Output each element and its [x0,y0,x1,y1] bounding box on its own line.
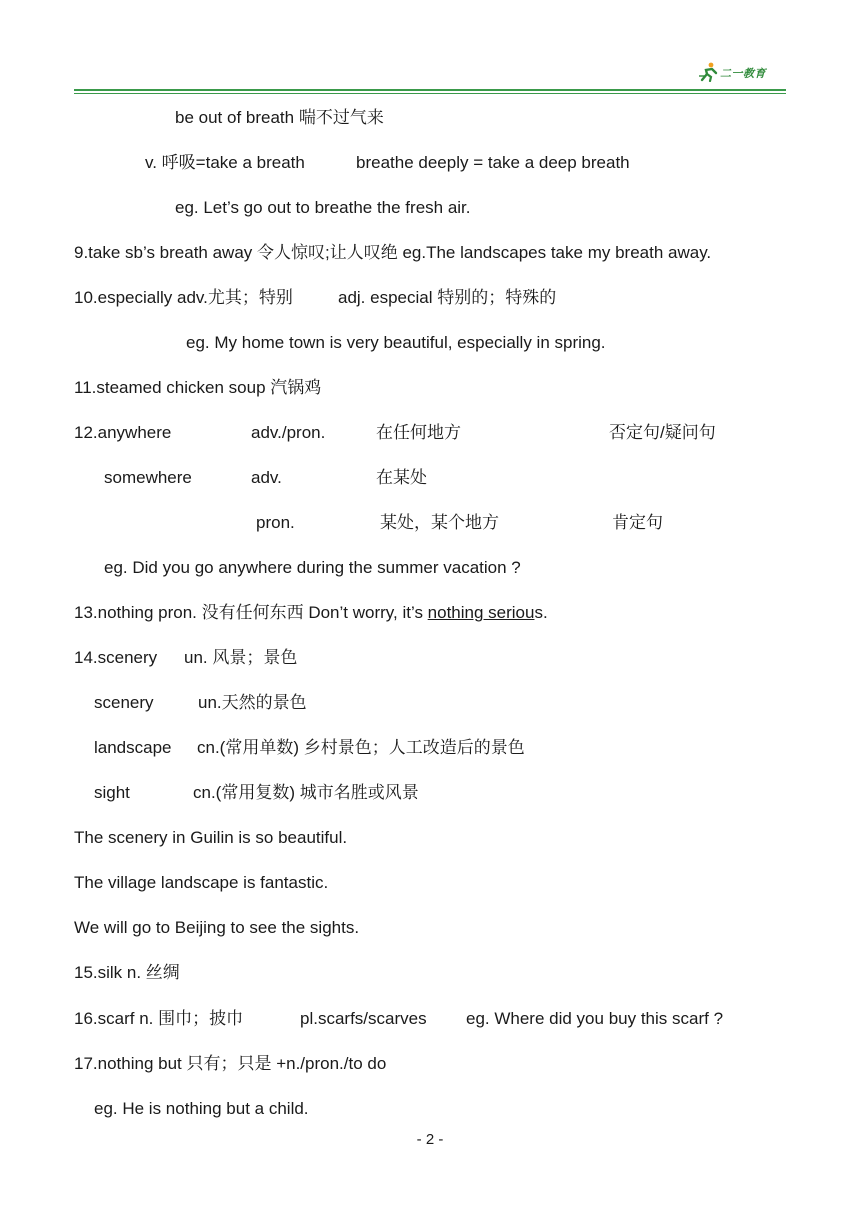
line-10 [256,513,756,533]
line-23: eg. He is nothing but a child. [94,1099,309,1118]
runner-icon [698,62,720,82]
header-rule-bottom [74,93,786,94]
page-number: - 2 - [416,1131,444,1148]
line-20: 15.silk n. 丝绸 [74,963,180,982]
line-14-b: un.天然的景色 [198,693,307,712]
line-2-a: v. 呼吸=take a breath [145,153,305,172]
line-9-c: 在某处 [376,468,427,487]
line-14-a: scenery [94,693,154,712]
line-10-c: 肯定句 [612,513,663,532]
line-15 [94,738,694,758]
line-12 [74,603,548,623]
line-8-a: 12.anywhere [74,423,172,442]
line-15-b: cn.(常用单数) 乡村景色；人工改造后的景色 [197,738,525,757]
line-21-c: eg. Where did you buy this scarf ? [466,1009,724,1028]
logo-text: 二一教育 [720,68,766,80]
line-9-b: adv. [251,468,282,487]
underlined-phrase: nothing seriou [427,603,535,622]
logo [698,62,788,84]
line-14 [94,693,494,713]
line-13-b: un. 风景；景色 [184,648,298,667]
line-6: eg. My home town is very beautiful, especially in spring. [186,333,606,352]
line-16-b: cn.(常用复数) 城市名胜或风景 [193,783,419,802]
line-11: eg. Did you go anywhere during the summer vacation ? [104,558,521,577]
line-1: be out of breath 喘不过气来 [175,108,384,127]
line-4: 9.take sb’s breath away 令人惊叹;让人叹绝 eg.The landscapes take my breath away. [74,243,712,262]
line-9-a: somewhere [104,468,192,487]
line-18: The village landscape is fantastic. [74,873,329,892]
line-16-a: sight [94,783,130,802]
line-13-a: 14.scenery [74,648,158,667]
line-12-a: 13.nothing pron. 没有任何东西 Don’t worry, it’s [74,603,428,622]
line-5 [74,288,774,308]
line-21-b: pl.scarfs/scarves [300,1009,427,1028]
line-5-a: 10.especially adv.尤其；特别 [74,288,293,307]
line-19: We will go to Beijing to see the sights. [74,918,360,937]
line-8-d: 否定句/疑问句 [609,423,716,442]
line-5-b: adj. especial 特别的；特殊的 [338,288,557,307]
line-2 [145,153,845,173]
line-2-b: breathe deeply = take a deep breath [356,153,630,172]
line-7: 11.steamed chicken soup 汽锅鸡 [74,378,322,397]
line-16 [94,783,594,803]
line-9 [104,468,704,488]
line-13 [74,648,474,668]
line-15-a: landscape [94,738,172,757]
line-22: 17.nothing but 只有；只是 +n./pron./to do [74,1054,387,1073]
line-8-b: adv./pron. [251,423,326,442]
line-3: eg. Let’s go out to breathe the fresh air. [175,198,471,217]
header-rule-top [74,89,786,91]
line-10-b: 某处，某个地方 [380,513,499,532]
line-12-c: s. [534,603,548,622]
line-10-a: pron. [256,513,295,532]
line-8 [74,423,774,443]
line-21 [74,1009,774,1029]
line-8-c: 在任何地方 [376,423,461,442]
line-21-a: 16.scarf n. 围巾；披巾 [74,1009,244,1028]
line-17: The scenery in Guilin is so beautiful. [74,828,348,847]
